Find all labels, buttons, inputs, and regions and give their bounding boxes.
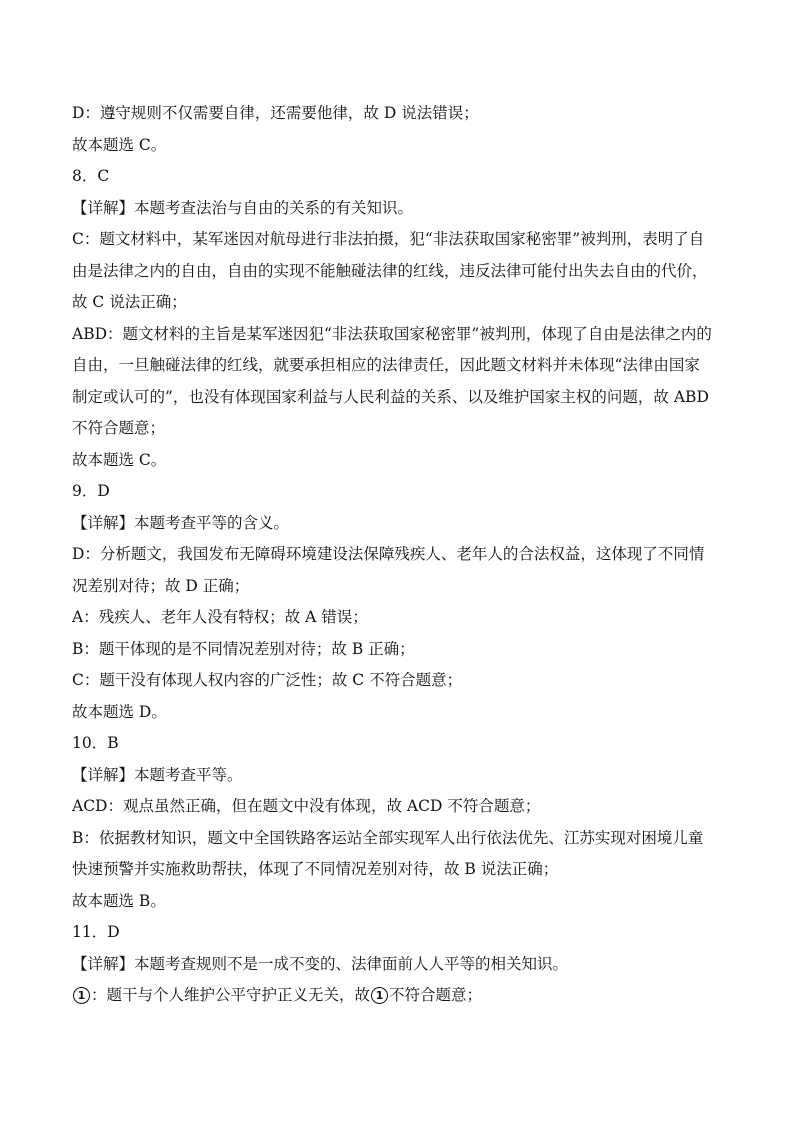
text-line: B：依据教材知识，题文中全国铁路客运站全部实现军人出行依法优先、江苏实现对困境儿童 xyxy=(72,828,704,847)
text-line: D：遵守规则不仅需要自律，还需要他律，故 D 说法错误； xyxy=(72,104,479,122)
text-line: 故本题选 C。 xyxy=(72,450,167,469)
text-line: 故本题选 D。 xyxy=(72,702,167,721)
text-line: A：残疾人、老年人没有特权；故 A 错误； xyxy=(72,608,368,626)
text-line: 制定或认可的”，也没有体现国家利益与人民利益的关系、以及维护国家主权的问题，故 ABD xyxy=(72,387,709,406)
circled-number-marker: 1 xyxy=(73,987,90,1004)
document-page xyxy=(72,98,732,1012)
text-line-last xyxy=(72,980,732,1012)
question-number: 9．D xyxy=(72,482,110,500)
text-line: 【详解】本题考查平等的含义。 xyxy=(72,513,290,532)
text-line: 自由，一旦触碰法律的红线，就要承担相应的法律责任，因此题文材料并未体现“法律由国家 xyxy=(72,356,700,374)
question-number: 11．D xyxy=(72,923,120,941)
text-line: ABD：题文材料的主旨是某军迷因犯“非法获取国家秘密罪”被判刑，体现了自由是法律之内的 xyxy=(72,324,712,343)
text-line: 由是法律之内的自由，自由的实现不能触碰法律的红线，违反法律可能付出失去自由的代价， xyxy=(72,261,708,280)
text-line: C：题干没有体现人权内容的广泛性；故 C 不符合题意； xyxy=(72,671,463,689)
question-number: 8．C xyxy=(72,167,110,185)
text-line: 不符合题意； xyxy=(72,419,166,437)
text-segment: ：题干与个人维护公平守护正义无关，故 xyxy=(91,986,371,1004)
text-line: D：分析题文，我国发布无障碍环境建设法保障残疾人、老年人的合法权益，这体现了不同情 xyxy=(72,545,705,563)
circled-number-marker: 1 xyxy=(371,987,388,1004)
text-line: C：题文材料中，某军迷因对航母进行非法拍摄，犯“非法获取国家秘密罪”被判刑，表明了自 xyxy=(72,230,705,248)
question-number: 10．B xyxy=(72,734,119,752)
text-line: 【详解】本题考查规则不是一成不变的、法律面前人人平等的相关知识。 xyxy=(72,954,569,973)
text-line: 故本题选 C。 xyxy=(72,135,167,154)
text-segment: 不符合题意； xyxy=(389,986,483,1004)
text-line: B：题干体现的是不同情况差别对待；故 B 正确； xyxy=(72,639,415,658)
text-line: 【详解】本题考查法治与自由的关系的有关知识。 xyxy=(72,198,414,217)
text-line: 快速预警并实施救助帮扶，体现了不同情况差别对待，故 B 说法正确； xyxy=(72,860,559,878)
text-line: 况差别对待；故 D 正确； xyxy=(72,576,250,595)
text-line: 故本题选 B。 xyxy=(72,891,166,910)
text-line: 【详解】本题考查平等。 xyxy=(72,765,243,784)
text-line: 故 C 说法正确； xyxy=(72,293,187,311)
text-line: ACD：观点虽然正确，但在题文中没有体现，故 ACD 不符合题意； xyxy=(72,797,541,815)
